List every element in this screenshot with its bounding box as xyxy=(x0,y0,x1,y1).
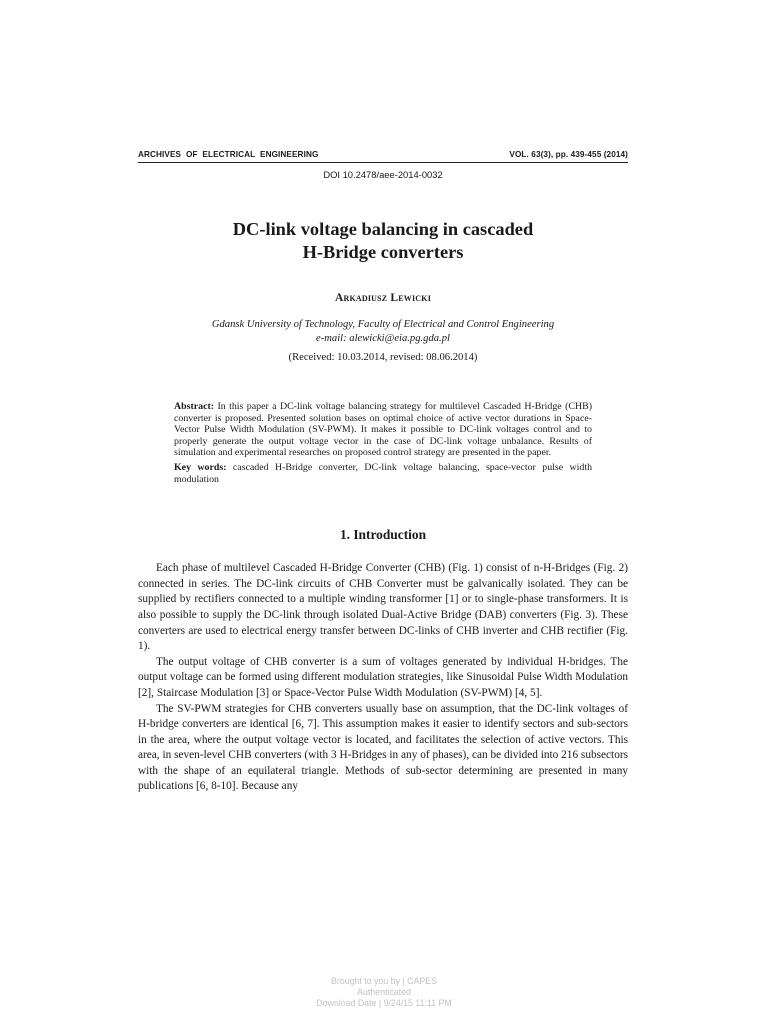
received-dates: (Received: 10.03.2014, revised: 08.06.2014) xyxy=(288,352,478,363)
doi-line: DOI 10.2478/aee-2014-0032 xyxy=(323,169,443,180)
stamp-line-3: Download Date | 9/24/15 11:11 PM xyxy=(316,998,452,1008)
author-name: Arkadiusz Lewicki xyxy=(334,292,432,304)
paper-page xyxy=(138,150,628,795)
stamp-line-2: Authenticated xyxy=(357,987,411,997)
section-heading: 1. Introduction xyxy=(339,527,427,543)
body-paragraph-2: The output voltage of CHB converter is a sum of voltages generated by individual H-bridges. The output voltage can be formed using different modulation strategies, like Sinusoidal Pulse Width Modulation [2], Staircase Modulation [3] or Space-Vector Pulse Width Modulation (SV-PWM) [4, 5]. xyxy=(138,655,628,699)
abstract-block xyxy=(174,401,592,485)
volume-info: VOL. 63(3), pp. 439-455 (2014) xyxy=(509,150,628,159)
author-email: e-mail: alewicki@eia.pg.gda.pl xyxy=(316,333,450,344)
journal-name: ARCHIVES OF ELECTRICAL ENGINEERING xyxy=(138,150,319,159)
title-line-1: DC-link voltage balancing in cascaded xyxy=(232,219,534,239)
abstract-text: In this paper a DC-link voltage balancing strategy for multilevel Cascaded H-Bridge (CHB) converter is proposed. Presented solution bases on optimal choice of active vector durations in Space-Vector Pulse Width Modulation (SV-PWM). It makes it possible to DC-link voltages control and to properly generate the output voltage vector in the case of DC-link voltage unbalance. Results of simulation and experimental researches on proposed control strategy are presented in the paper. xyxy=(174,401,592,459)
title-line-2: H-Bridge converters xyxy=(302,242,464,262)
affiliation: Gdansk University of Technology, Faculty of Electrical and Control Engineering xyxy=(211,319,555,330)
download-stamp xyxy=(0,976,768,1009)
abstract-paragraph xyxy=(174,401,592,459)
affiliation-block xyxy=(138,318,628,346)
abstract-label: Abstract: xyxy=(174,401,215,412)
stamp-line-1: Brought to you by | CAPES xyxy=(331,976,437,986)
section-body xyxy=(138,561,628,795)
paper-title xyxy=(138,218,628,264)
keywords-text: cascaded H-Bridge converter, DC-link voltage balancing, space-vector pulse width modulation xyxy=(174,461,593,485)
keywords-paragraph xyxy=(174,462,592,485)
keywords-label: Key words: xyxy=(174,461,227,473)
body-paragraph-3: The SV-PWM strategies for CHB converters usually base on assumption, that the DC-link voltages of H-bridge converters are identical [6, 7]. This assumption makes it easier to identify sectors and sub-sectors in the area, where the output voltage vector is located, and facilitates the selection of active vectors. This area, in seven-level CHB converters (with 3 H-Bridges in any of phases), can be divided into 216 subsectors with the shape of an equilateral triangle. Methods of sub-sector determining are presented in many publications [6, 8-10]. Because any xyxy=(138,702,628,793)
body-paragraph-1: Each phase of multilevel Cascaded H-Bridge Converter (CHB) (Fig. 1) consist of n-H-Bridges (Fig. 2) connected in series. The DC-link circuits of CHB Converter must be galvanically isolated. They can be supplied by rectifiers connected to a multiple winding transformer [1] or to single-phase transformers. It is also possible to supply the DC-link through isolated Dual-Active Bridge (DAB) converters (Fig. 3). These converters are used to electrical energy transfer between DC-links of CHB inverter and CHB rectifier (Fig. 1). xyxy=(138,562,628,653)
running-header xyxy=(138,150,628,163)
